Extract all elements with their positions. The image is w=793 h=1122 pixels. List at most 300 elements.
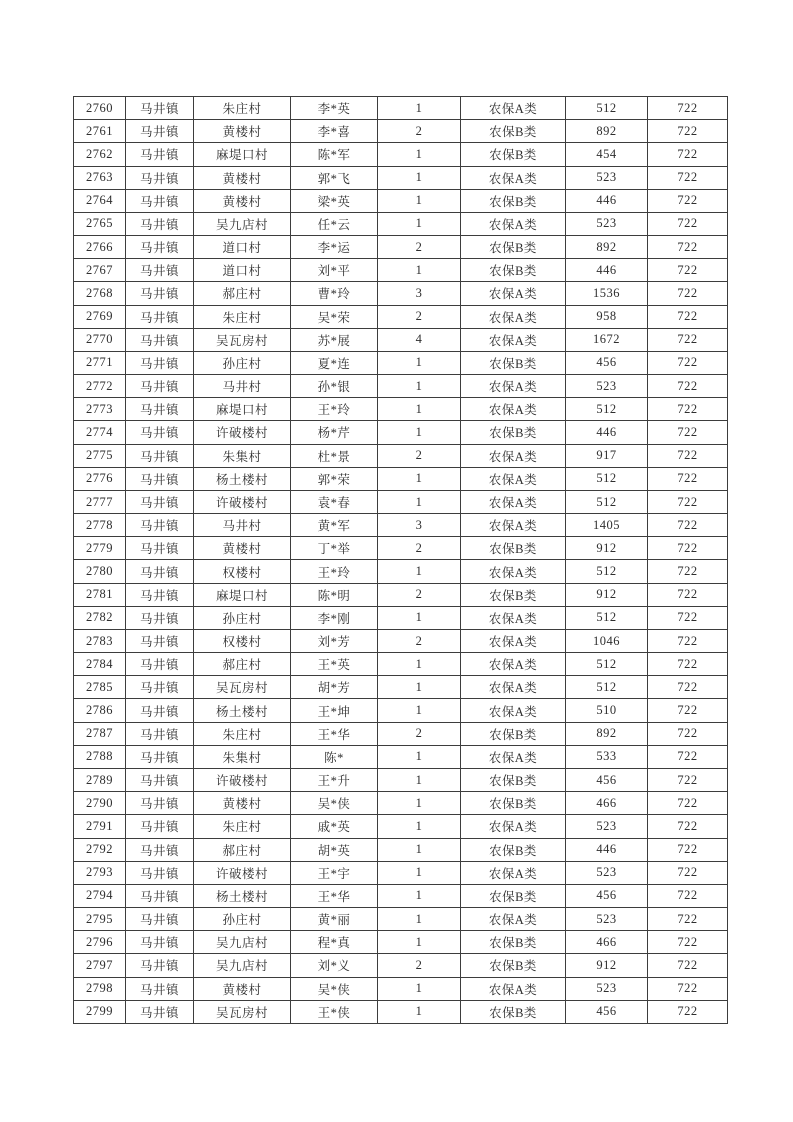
cell-amount: 1405 <box>566 514 648 537</box>
cell-standard: 722 <box>648 722 728 745</box>
cell-person-count: 2 <box>378 629 461 652</box>
cell-insurance-category: 农保A类 <box>461 514 566 537</box>
cell-person-name: 程*真 <box>291 931 378 954</box>
cell-insurance-category: 农保A类 <box>461 676 566 699</box>
cell-amount: 510 <box>566 699 648 722</box>
cell-insurance-category: 农保A类 <box>461 653 566 676</box>
cell-serial-number: 2774 <box>74 421 126 444</box>
cell-village: 黄楼村 <box>194 120 291 143</box>
cell-insurance-category: 农保A类 <box>461 444 566 467</box>
cell-amount: 512 <box>566 653 648 676</box>
cell-standard: 722 <box>648 97 728 120</box>
cell-village: 许破楼村 <box>194 421 291 444</box>
cell-person-name: 刘*平 <box>291 259 378 282</box>
cell-village: 道口村 <box>194 236 291 259</box>
cell-serial-number: 2791 <box>74 815 126 838</box>
cell-standard: 722 <box>648 490 728 513</box>
cell-person-count: 1 <box>378 421 461 444</box>
cell-person-count: 2 <box>378 722 461 745</box>
cell-amount: 892 <box>566 120 648 143</box>
cell-town: 马井镇 <box>126 792 194 815</box>
cell-serial-number: 2772 <box>74 375 126 398</box>
cell-serial-number: 2771 <box>74 351 126 374</box>
cell-amount: 456 <box>566 351 648 374</box>
cell-person-name: 李*刚 <box>291 606 378 629</box>
cell-serial-number: 2760 <box>74 97 126 120</box>
cell-town: 马井镇 <box>126 699 194 722</box>
cell-person-name: 陈*明 <box>291 583 378 606</box>
cell-standard: 722 <box>648 977 728 1000</box>
cell-serial-number: 2764 <box>74 189 126 212</box>
cell-serial-number: 2773 <box>74 398 126 421</box>
cell-insurance-category: 农保B类 <box>461 189 566 212</box>
cell-village: 麻堤口村 <box>194 583 291 606</box>
cell-village: 道口村 <box>194 259 291 282</box>
cell-standard: 722 <box>648 305 728 328</box>
cell-amount: 523 <box>566 861 648 884</box>
cell-town: 马井镇 <box>126 490 194 513</box>
cell-amount: 446 <box>566 838 648 861</box>
table-row <box>74 815 728 838</box>
cell-town: 马井镇 <box>126 653 194 676</box>
cell-village: 朱庄村 <box>194 97 291 120</box>
cell-standard: 722 <box>648 931 728 954</box>
cell-standard: 722 <box>648 699 728 722</box>
cell-insurance-category: 农保A类 <box>461 282 566 305</box>
cell-town: 马井镇 <box>126 606 194 629</box>
cell-insurance-category: 农保B类 <box>461 838 566 861</box>
cell-standard: 722 <box>648 884 728 907</box>
cell-person-count: 2 <box>378 444 461 467</box>
cell-serial-number: 2794 <box>74 884 126 907</box>
cell-village: 许破楼村 <box>194 768 291 791</box>
cell-person-count: 1 <box>378 838 461 861</box>
cell-standard: 722 <box>648 653 728 676</box>
cell-person-count: 1 <box>378 931 461 954</box>
cell-serial-number: 2782 <box>74 606 126 629</box>
cell-person-name: 曹*玲 <box>291 282 378 305</box>
cell-village: 麻堤口村 <box>194 143 291 166</box>
cell-village: 朱庄村 <box>194 722 291 745</box>
cell-village: 杨土楼村 <box>194 699 291 722</box>
cell-person-name: 任*云 <box>291 212 378 235</box>
cell-amount: 958 <box>566 305 648 328</box>
cell-standard: 722 <box>648 514 728 537</box>
cell-serial-number: 2777 <box>74 490 126 513</box>
cell-village: 孙庄村 <box>194 606 291 629</box>
cell-person-name: 黄*军 <box>291 514 378 537</box>
cell-village: 黄楼村 <box>194 189 291 212</box>
cell-person-count: 1 <box>378 977 461 1000</box>
cell-amount: 512 <box>566 676 648 699</box>
cell-person-name: 夏*连 <box>291 351 378 374</box>
cell-insurance-category: 农保A类 <box>461 97 566 120</box>
cell-standard: 722 <box>648 792 728 815</box>
cell-person-count: 1 <box>378 768 461 791</box>
cell-serial-number: 2792 <box>74 838 126 861</box>
cell-standard: 722 <box>648 259 728 282</box>
cell-town: 马井镇 <box>126 328 194 351</box>
cell-standard: 722 <box>648 861 728 884</box>
cell-village: 郝庄村 <box>194 282 291 305</box>
cell-person-name: 王*宇 <box>291 861 378 884</box>
table-row <box>74 931 728 954</box>
cell-village: 孙庄村 <box>194 351 291 374</box>
table-row <box>74 259 728 282</box>
cell-person-count: 2 <box>378 583 461 606</box>
cell-insurance-category: 农保B类 <box>461 421 566 444</box>
cell-village: 杨土楼村 <box>194 467 291 490</box>
cell-person-count: 3 <box>378 514 461 537</box>
cell-insurance-category: 农保A类 <box>461 861 566 884</box>
cell-standard: 722 <box>648 282 728 305</box>
cell-person-count: 1 <box>378 606 461 629</box>
table-row <box>74 375 728 398</box>
cell-standard: 722 <box>648 768 728 791</box>
cell-person-name: 杜*景 <box>291 444 378 467</box>
cell-village: 黄楼村 <box>194 792 291 815</box>
cell-town: 马井镇 <box>126 143 194 166</box>
cell-standard: 722 <box>648 583 728 606</box>
cell-person-name: 郭*荣 <box>291 467 378 490</box>
cell-serial-number: 2789 <box>74 768 126 791</box>
cell-standard: 722 <box>648 328 728 351</box>
cell-person-count: 1 <box>378 143 461 166</box>
cell-insurance-category: 农保B类 <box>461 143 566 166</box>
cell-person-count: 2 <box>378 236 461 259</box>
cell-insurance-category: 农保A类 <box>461 467 566 490</box>
cell-person-count: 1 <box>378 792 461 815</box>
cell-amount: 456 <box>566 768 648 791</box>
cell-standard: 722 <box>648 908 728 931</box>
cell-insurance-category: 农保B类 <box>461 537 566 560</box>
cell-person-name: 李*运 <box>291 236 378 259</box>
cell-amount: 512 <box>566 490 648 513</box>
cell-town: 马井镇 <box>126 444 194 467</box>
cell-amount: 512 <box>566 606 648 629</box>
cell-amount: 446 <box>566 421 648 444</box>
table-row <box>74 282 728 305</box>
cell-insurance-category: 农保A类 <box>461 560 566 583</box>
cell-standard: 722 <box>648 120 728 143</box>
cell-serial-number: 2799 <box>74 1000 126 1023</box>
cell-village: 孙庄村 <box>194 908 291 931</box>
cell-town: 马井镇 <box>126 120 194 143</box>
cell-standard: 722 <box>648 676 728 699</box>
cell-person-count: 1 <box>378 1000 461 1023</box>
cell-person-name: 王*华 <box>291 884 378 907</box>
cell-amount: 917 <box>566 444 648 467</box>
cell-serial-number: 2796 <box>74 931 126 954</box>
cell-person-count: 1 <box>378 676 461 699</box>
cell-serial-number: 2784 <box>74 653 126 676</box>
cell-amount: 523 <box>566 815 648 838</box>
cell-insurance-category: 农保A类 <box>461 305 566 328</box>
cell-amount: 912 <box>566 583 648 606</box>
cell-insurance-category: 农保A类 <box>461 328 566 351</box>
cell-serial-number: 2783 <box>74 629 126 652</box>
cell-person-name: 王*侠 <box>291 1000 378 1023</box>
cell-standard: 722 <box>648 398 728 421</box>
cell-person-count: 2 <box>378 954 461 977</box>
cell-serial-number: 2786 <box>74 699 126 722</box>
cell-amount: 523 <box>566 977 648 1000</box>
cell-serial-number: 2788 <box>74 745 126 768</box>
cell-person-name: 李*英 <box>291 97 378 120</box>
cell-serial-number: 2765 <box>74 212 126 235</box>
cell-standard: 722 <box>648 1000 728 1023</box>
cell-amount: 454 <box>566 143 648 166</box>
table-row <box>74 722 728 745</box>
cell-village: 朱庄村 <box>194 305 291 328</box>
table-row <box>74 212 728 235</box>
cell-person-count: 1 <box>378 259 461 282</box>
table-row <box>74 629 728 652</box>
cell-person-name: 王*华 <box>291 722 378 745</box>
cell-standard: 722 <box>648 745 728 768</box>
table-row <box>74 861 728 884</box>
cell-amount: 533 <box>566 745 648 768</box>
cell-town: 马井镇 <box>126 629 194 652</box>
cell-village: 吴九店村 <box>194 212 291 235</box>
cell-town: 马井镇 <box>126 398 194 421</box>
cell-town: 马井镇 <box>126 351 194 374</box>
cell-insurance-category: 农保A类 <box>461 745 566 768</box>
cell-village: 黄楼村 <box>194 166 291 189</box>
cell-town: 马井镇 <box>126 1000 194 1023</box>
cell-village: 朱集村 <box>194 444 291 467</box>
table-row <box>74 120 728 143</box>
cell-standard: 722 <box>648 189 728 212</box>
cell-person-name: 王*坤 <box>291 699 378 722</box>
cell-standard: 722 <box>648 954 728 977</box>
cell-person-count: 1 <box>378 745 461 768</box>
cell-village: 许破楼村 <box>194 490 291 513</box>
cell-serial-number: 2766 <box>74 236 126 259</box>
cell-village: 吴九店村 <box>194 931 291 954</box>
table-row <box>74 514 728 537</box>
cell-standard: 722 <box>648 629 728 652</box>
table-row <box>74 838 728 861</box>
cell-amount: 523 <box>566 212 648 235</box>
cell-serial-number: 2775 <box>74 444 126 467</box>
cell-town: 马井镇 <box>126 166 194 189</box>
cell-serial-number: 2795 <box>74 908 126 931</box>
cell-insurance-category: 农保B类 <box>461 792 566 815</box>
cell-town: 马井镇 <box>126 236 194 259</box>
cell-standard: 722 <box>648 815 728 838</box>
cell-village: 郝庄村 <box>194 838 291 861</box>
cell-standard: 722 <box>648 143 728 166</box>
cell-person-count: 1 <box>378 861 461 884</box>
cell-person-name: 李*喜 <box>291 120 378 143</box>
cell-town: 马井镇 <box>126 467 194 490</box>
cell-amount: 512 <box>566 560 648 583</box>
table-row <box>74 676 728 699</box>
cell-standard: 722 <box>648 212 728 235</box>
table-row <box>74 745 728 768</box>
table-row <box>74 351 728 374</box>
cell-person-count: 1 <box>378 560 461 583</box>
cell-village: 马井村 <box>194 375 291 398</box>
cell-village: 朱庄村 <box>194 815 291 838</box>
cell-insurance-category: 农保A类 <box>461 908 566 931</box>
cell-insurance-category: 农保A类 <box>461 629 566 652</box>
cell-person-count: 2 <box>378 305 461 328</box>
cell-amount: 1046 <box>566 629 648 652</box>
cell-amount: 512 <box>566 97 648 120</box>
cell-person-count: 1 <box>378 351 461 374</box>
table-row <box>74 467 728 490</box>
cell-standard: 722 <box>648 444 728 467</box>
cell-town: 马井镇 <box>126 421 194 444</box>
cell-insurance-category: 农保A类 <box>461 212 566 235</box>
cell-insurance-category: 农保A类 <box>461 375 566 398</box>
cell-town: 马井镇 <box>126 722 194 745</box>
cell-insurance-category: 农保B类 <box>461 722 566 745</box>
cell-insurance-category: 农保A类 <box>461 398 566 421</box>
cell-village: 郝庄村 <box>194 653 291 676</box>
cell-amount: 523 <box>566 166 648 189</box>
cell-insurance-category: 农保B类 <box>461 931 566 954</box>
cell-town: 马井镇 <box>126 375 194 398</box>
cell-standard: 722 <box>648 467 728 490</box>
cell-village: 杨土楼村 <box>194 884 291 907</box>
cell-person-name: 刘*芳 <box>291 629 378 652</box>
cell-serial-number: 2776 <box>74 467 126 490</box>
cell-town: 马井镇 <box>126 97 194 120</box>
cell-village: 吴九店村 <box>194 954 291 977</box>
cell-village: 黄楼村 <box>194 977 291 1000</box>
cell-town: 马井镇 <box>126 908 194 931</box>
cell-serial-number: 2797 <box>74 954 126 977</box>
table-row <box>74 653 728 676</box>
cell-person-count: 1 <box>378 212 461 235</box>
cell-person-name: 王*升 <box>291 768 378 791</box>
cell-town: 马井镇 <box>126 560 194 583</box>
cell-person-name: 郭*飞 <box>291 166 378 189</box>
table-row <box>74 490 728 513</box>
records-table-body <box>74 97 728 1024</box>
cell-person-count: 1 <box>378 884 461 907</box>
table-row <box>74 908 728 931</box>
cell-insurance-category: 农保A类 <box>461 977 566 1000</box>
cell-village: 吴瓦房村 <box>194 676 291 699</box>
table-row <box>74 328 728 351</box>
cell-insurance-category: 农保A类 <box>461 166 566 189</box>
cell-person-name: 戚*英 <box>291 815 378 838</box>
table-row <box>74 421 728 444</box>
cell-standard: 722 <box>648 606 728 629</box>
cell-standard: 722 <box>648 166 728 189</box>
cell-serial-number: 2778 <box>74 514 126 537</box>
cell-person-name: 丁*举 <box>291 537 378 560</box>
cell-person-count: 1 <box>378 653 461 676</box>
cell-person-name: 王*玲 <box>291 560 378 583</box>
cell-town: 马井镇 <box>126 537 194 560</box>
cell-serial-number: 2785 <box>74 676 126 699</box>
cell-serial-number: 2761 <box>74 120 126 143</box>
cell-amount: 523 <box>566 375 648 398</box>
table-row <box>74 606 728 629</box>
table-row <box>74 444 728 467</box>
cell-town: 马井镇 <box>126 977 194 1000</box>
cell-village: 马井村 <box>194 514 291 537</box>
cell-serial-number: 2787 <box>74 722 126 745</box>
table-row <box>74 189 728 212</box>
table-row <box>74 884 728 907</box>
cell-serial-number: 2790 <box>74 792 126 815</box>
cell-town: 马井镇 <box>126 583 194 606</box>
cell-village: 权楼村 <box>194 629 291 652</box>
table-row <box>74 583 728 606</box>
cell-town: 马井镇 <box>126 838 194 861</box>
cell-person-count: 1 <box>378 490 461 513</box>
cell-village: 朱集村 <box>194 745 291 768</box>
cell-village: 麻堤口村 <box>194 398 291 421</box>
cell-town: 马井镇 <box>126 189 194 212</box>
cell-person-count: 2 <box>378 537 461 560</box>
cell-amount: 456 <box>566 884 648 907</box>
cell-person-name: 王*英 <box>291 653 378 676</box>
cell-person-count: 1 <box>378 97 461 120</box>
cell-insurance-category: 农保A类 <box>461 606 566 629</box>
cell-village: 吴瓦房村 <box>194 328 291 351</box>
cell-standard: 722 <box>648 838 728 861</box>
cell-amount: 1536 <box>566 282 648 305</box>
cell-town: 马井镇 <box>126 514 194 537</box>
cell-insurance-category: 农保B类 <box>461 1000 566 1023</box>
cell-insurance-category: 农保B类 <box>461 954 566 977</box>
cell-person-count: 1 <box>378 815 461 838</box>
table-row <box>74 537 728 560</box>
cell-serial-number: 2762 <box>74 143 126 166</box>
cell-amount: 466 <box>566 931 648 954</box>
cell-serial-number: 2769 <box>74 305 126 328</box>
cell-person-name: 苏*展 <box>291 328 378 351</box>
cell-standard: 722 <box>648 537 728 560</box>
cell-person-name: 吴*侠 <box>291 977 378 1000</box>
cell-amount: 446 <box>566 259 648 282</box>
cell-person-count: 2 <box>378 120 461 143</box>
cell-person-name: 王*玲 <box>291 398 378 421</box>
cell-amount: 446 <box>566 189 648 212</box>
cell-town: 马井镇 <box>126 676 194 699</box>
cell-town: 马井镇 <box>126 861 194 884</box>
cell-standard: 722 <box>648 375 728 398</box>
cell-village: 黄楼村 <box>194 537 291 560</box>
cell-amount: 523 <box>566 908 648 931</box>
table-row <box>74 143 728 166</box>
cell-town: 马井镇 <box>126 745 194 768</box>
cell-person-count: 1 <box>378 375 461 398</box>
cell-person-count: 3 <box>378 282 461 305</box>
cell-person-name: 陈* <box>291 745 378 768</box>
cell-insurance-category: 农保A类 <box>461 699 566 722</box>
cell-person-count: 1 <box>378 699 461 722</box>
cell-amount: 912 <box>566 537 648 560</box>
cell-town: 马井镇 <box>126 954 194 977</box>
cell-person-name: 杨*芹 <box>291 421 378 444</box>
cell-person-name: 孙*银 <box>291 375 378 398</box>
table-row <box>74 699 728 722</box>
cell-village: 吴瓦房村 <box>194 1000 291 1023</box>
cell-insurance-category: 农保B类 <box>461 120 566 143</box>
table-row <box>74 97 728 120</box>
cell-town: 马井镇 <box>126 931 194 954</box>
table-row <box>74 1000 728 1023</box>
cell-town: 马井镇 <box>126 305 194 328</box>
